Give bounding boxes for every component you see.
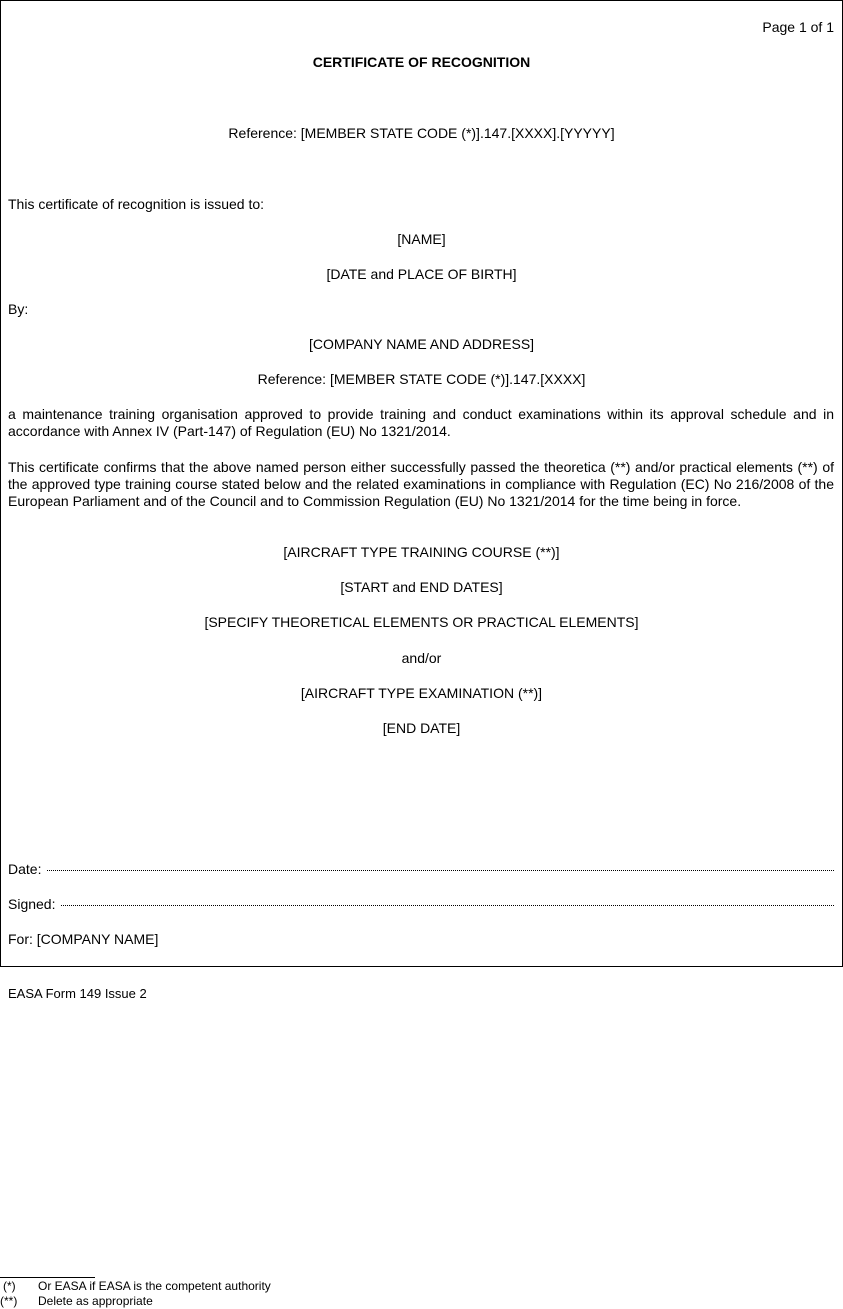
footnote-text-1: Or EASA if EASA is the competent authority	[38, 1279, 271, 1293]
holder-date-place-of-birth: [DATE and PLACE OF BIRTH]	[326, 266, 517, 282]
by-label: By:	[8, 301, 29, 317]
training-course: [AIRCRAFT TYPE TRAINING COURSE (**)]	[283, 544, 560, 560]
course-elements: [SPECIFY THEORETICAL ELEMENTS OR PRACTICAL ELEMENTS]	[204, 614, 639, 630]
type-examination: [AIRCRAFT TYPE EXAMINATION (**)]	[300, 685, 543, 701]
page-number: Page 1 of 1	[762, 19, 834, 35]
organisation-description: a maintenance training organisation approved to provide training and conduct examinations within its approval schedule and in accordance with Annex IV (Part-147) of Regulation (EU) No 1321/2014.	[8, 406, 834, 439]
certificate-title: CERTIFICATE OF RECOGNITION	[312, 54, 531, 70]
for-company-label: For: [COMPANY NAME]	[8, 931, 159, 947]
signed-dotted-line	[61, 905, 834, 906]
signed-field[interactable]	[8, 896, 834, 913]
date-field[interactable]	[8, 861, 834, 878]
footnote-mark-1: (*)	[3, 1279, 16, 1293]
issued-to-label: This certificate of recognition is issued to:	[8, 196, 265, 212]
confirmation-paragraph: This certificate confirms that the above named person either successfully passed the theoretica (**) and/or practical elements (**) of the approved type training course stated below and the related examinations in compliance with Regulation (EC) No 216/2008 of the European Parliament and of the Council and to Commission Regulation (EU) No 1321/2014 for the time being in force.	[8, 459, 834, 509]
organisation-reference: Reference: [MEMBER STATE CODE (*)].147.[XXXX]	[257, 371, 586, 387]
footnote-mark-2: (**)	[0, 1294, 18, 1308]
date-dotted-line	[47, 870, 834, 871]
start-end-dates: [START and END DATES]	[340, 579, 503, 595]
end-date: [END DATE]	[382, 720, 461, 736]
company-name-address: [COMPANY NAME AND ADDRESS]	[308, 336, 535, 352]
footnote-separator	[0, 1277, 95, 1278]
and-or-text: and/or	[401, 650, 442, 666]
signed-label: Signed:	[8, 896, 56, 912]
date-label: Date:	[8, 861, 42, 877]
footnote-text-2: Delete as appropriate	[38, 1294, 153, 1308]
holder-name: [NAME]	[397, 231, 446, 247]
form-identifier: EASA Form 149 Issue 2	[8, 986, 147, 1001]
certificate-reference: Reference: [MEMBER STATE CODE (*)].147.[XXXX].[YYYYY]	[228, 125, 615, 141]
